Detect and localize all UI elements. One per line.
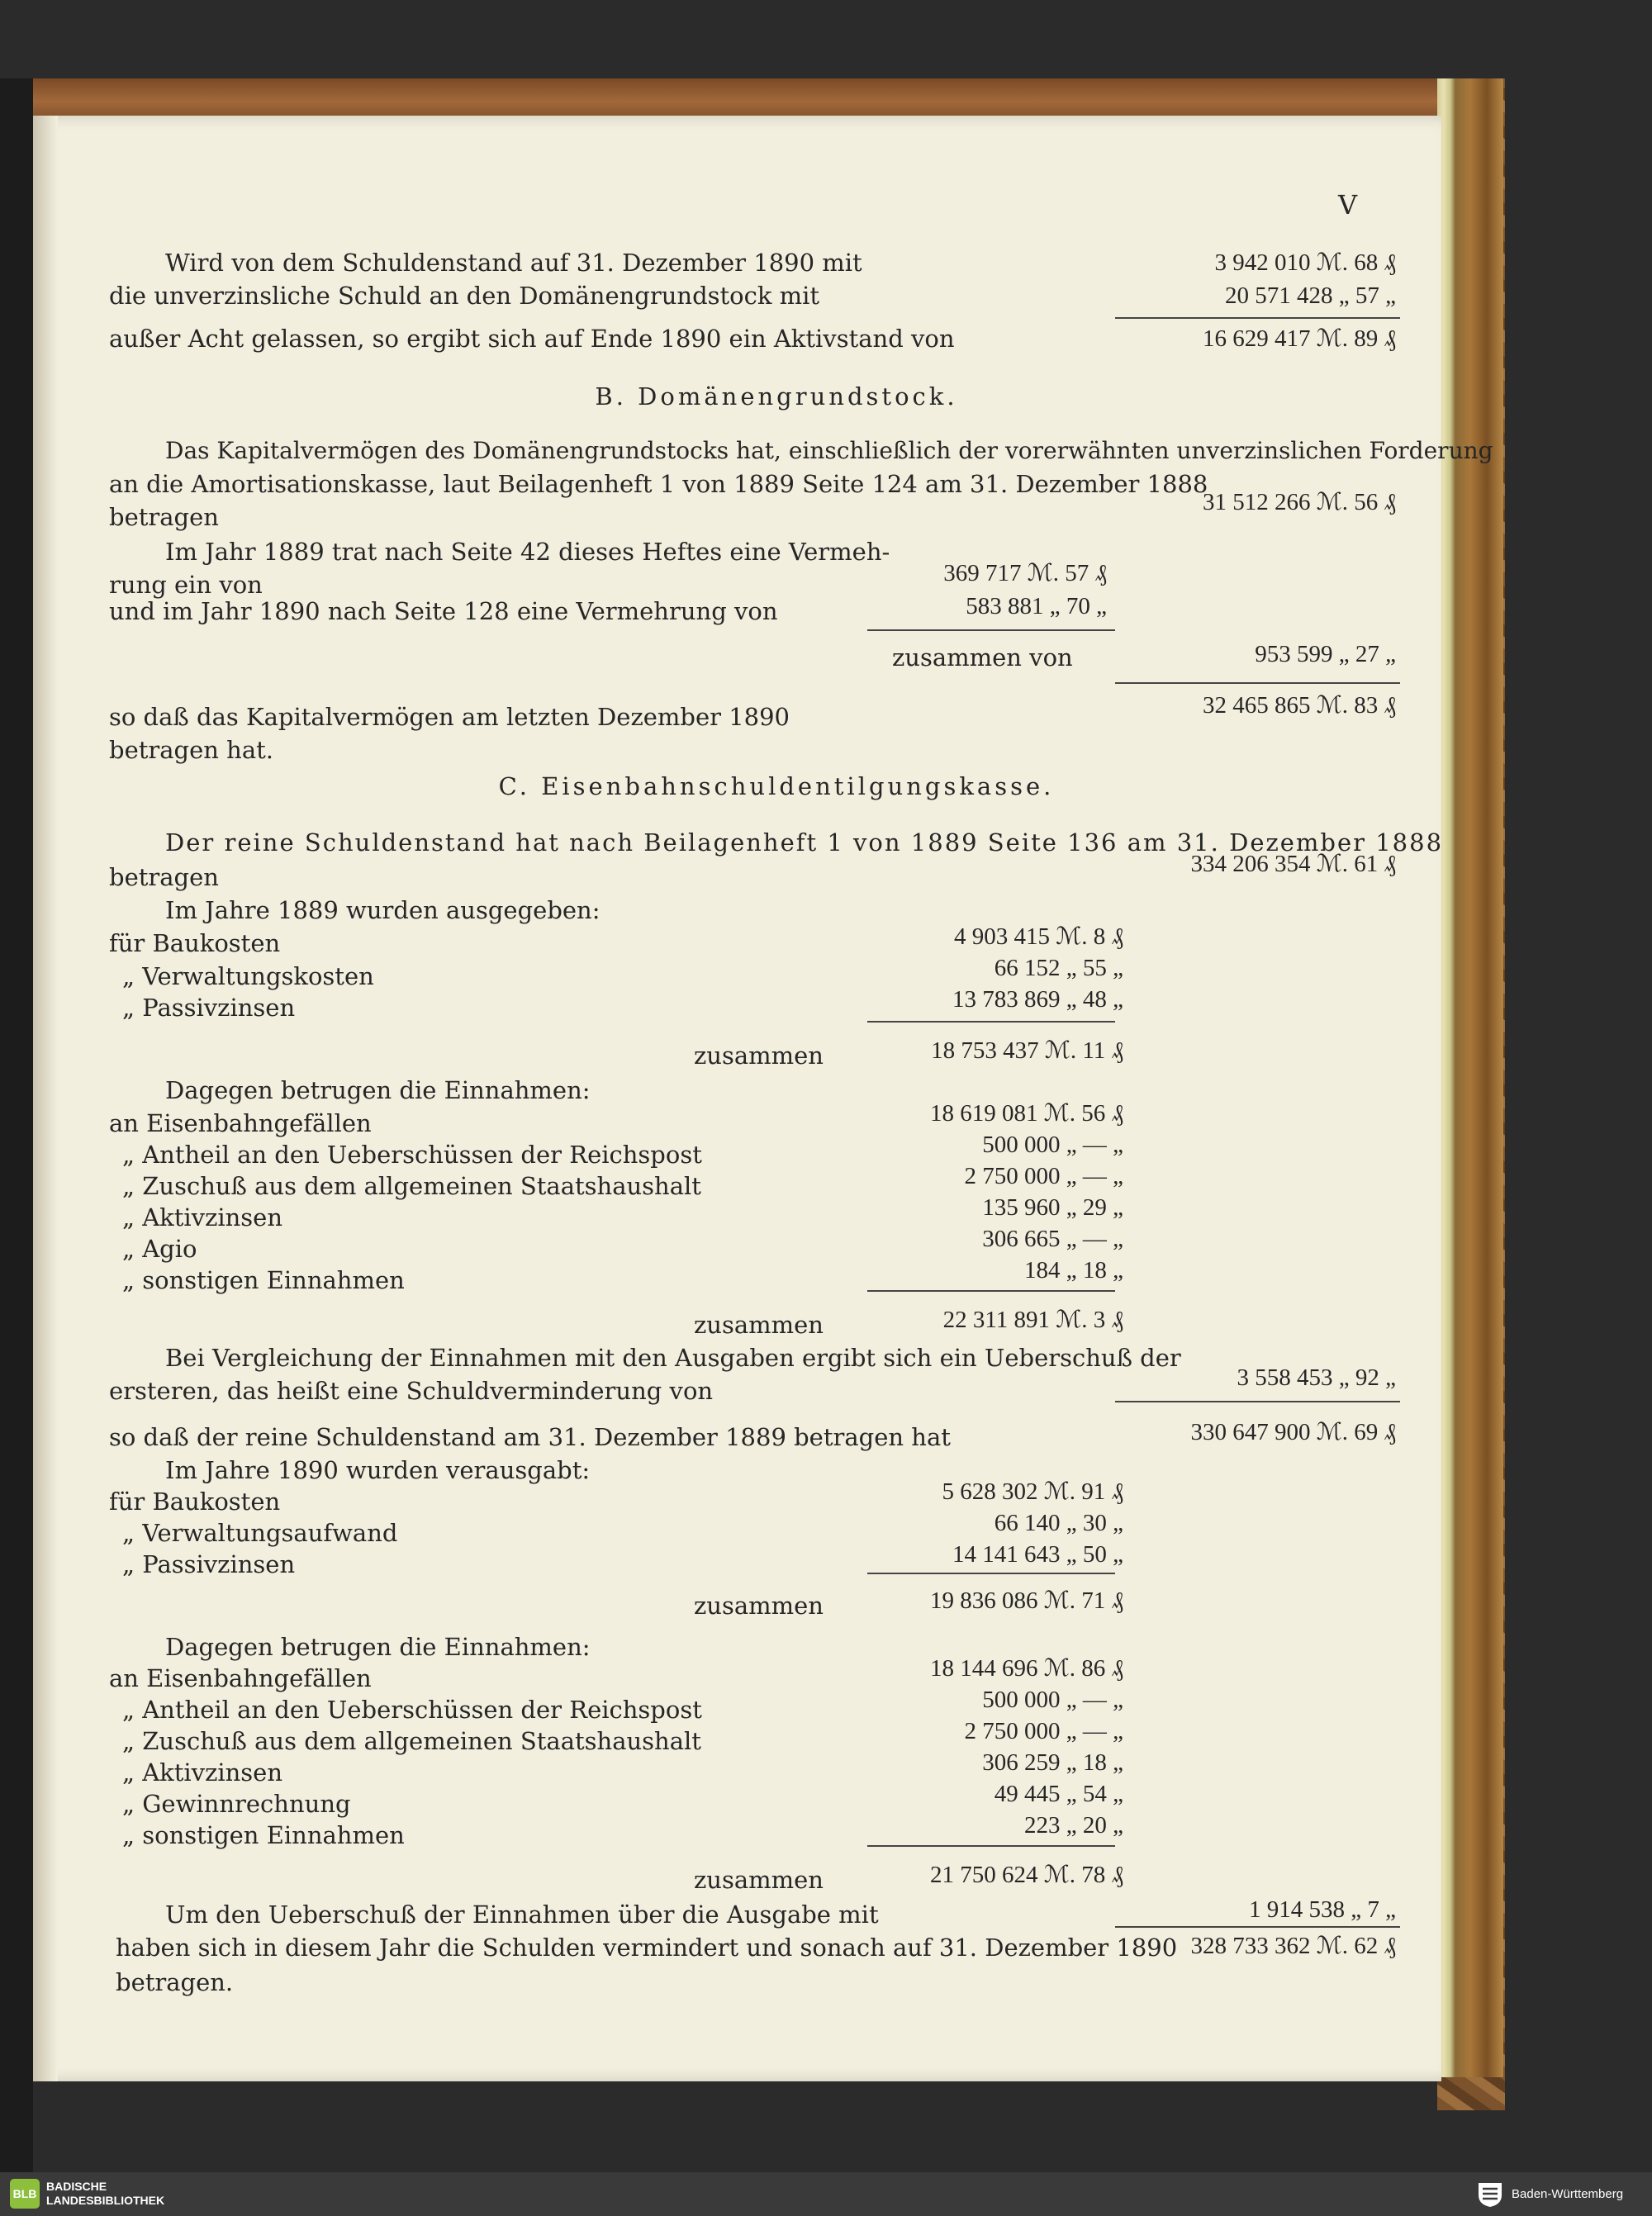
sum-amount: 19 836 086 ℳ. 71 ₰ xyxy=(929,1587,1123,1614)
list-item-amount: 18 144 696 ℳ. 86 ₰ xyxy=(929,1655,1123,1682)
amount: 3 942 010 ℳ. 68 ₰ xyxy=(1214,249,1396,276)
amount: 32 465 865 ℳ. 83 ₰ xyxy=(1202,692,1396,719)
list-item-label: „ Antheil an den Ueberschüssen der Reichspost xyxy=(122,1696,702,1724)
text-line: Dagegen betrugen die Einnahmen: xyxy=(165,1633,591,1661)
list-item-amount: 14 141 643 „ 50 „ xyxy=(952,1541,1123,1568)
text-line: und im Jahr 1890 nach Seite 128 eine Vermehrung von xyxy=(109,597,778,625)
text-line: Das Kapitalvermögen des Domänengrundstocks hat, einschließlich der vorerwähnten unverzinslichen Forderung xyxy=(165,437,1493,464)
section-heading: B. Domänengrundstock. xyxy=(595,382,958,410)
state-name: Baden-Württemberg xyxy=(1512,2187,1624,2201)
list-item-amount: 66 152 „ 55 „ xyxy=(994,955,1123,981)
sum-label: zusammen xyxy=(694,1866,824,1894)
amount: 369 717 ℳ. 57 ₰ xyxy=(943,560,1107,586)
list-item-label: „ Agio xyxy=(122,1235,197,1263)
text-line: Im Jahr 1889 trat nach Seite 42 dieses Heftes eine Vermeh- xyxy=(165,538,890,566)
sum-amount: 22 311 891 ℳ. 3 ₰ xyxy=(942,1307,1123,1333)
text-line: Dagegen betrugen die Einnahmen: xyxy=(165,1076,591,1104)
amount: 583 881 „ 70 „ xyxy=(966,593,1107,619)
sum-rule xyxy=(1115,682,1400,684)
text-line: an die Amortisationskasse, laut Beilagenheft 1 von 1889 Seite 124 am 31. Dezember 1888 xyxy=(109,470,1208,498)
sum-label: zusammen xyxy=(694,1311,824,1339)
text-line: betragen. xyxy=(116,1968,234,1996)
list-item-label: „ Gewinnrechnung xyxy=(122,1790,351,1818)
list-item-label: „ Passivzinsen xyxy=(122,994,296,1022)
sum-rule xyxy=(1115,1401,1400,1402)
sum-rule xyxy=(867,1573,1115,1574)
amount: 334 206 354 ℳ. 61 ₰ xyxy=(1190,851,1396,877)
list-item-label: „ Zuschuß aus dem allgemeinen Staatshaushalt xyxy=(122,1727,701,1755)
page-number: V xyxy=(1338,189,1358,221)
list-item-label: „ Verwaltungskosten xyxy=(122,962,374,990)
amount: 328 733 362 ℳ. 62 ₰ xyxy=(1190,1933,1396,1959)
text-line: betragen hat. xyxy=(109,736,273,764)
list-item-label: „ Passivzinsen xyxy=(122,1550,296,1578)
library-name-line1: BADISCHE xyxy=(46,2180,107,2193)
amount: 20 571 428 „ 57 „ xyxy=(1225,282,1396,309)
blb-logo: BLB xyxy=(10,2179,40,2209)
text-line: rung ein von xyxy=(109,571,263,599)
amount: 330 647 900 ℳ. 69 ₰ xyxy=(1190,1419,1396,1445)
sum-label: zusammen xyxy=(694,1592,824,1620)
footer-bar xyxy=(0,2172,1652,2216)
sum-rule xyxy=(867,1845,1115,1847)
list-item-label: an Eisenbahngefällen xyxy=(109,1109,372,1137)
amount: 16 629 417 ℳ. 89 ₰ xyxy=(1202,325,1396,352)
text-line: Wird von dem Schuldenstand auf 31. Dezember 1890 mit xyxy=(165,249,862,277)
sum-rule xyxy=(1115,317,1400,319)
list-item-label: für Baukosten xyxy=(109,1488,281,1516)
amount: 953 599 „ 27 „ xyxy=(1255,641,1396,667)
sum-label: zusammen xyxy=(694,1042,824,1070)
text-line: Im Jahre 1889 wurden ausgegeben: xyxy=(165,896,601,924)
list-item-label: „ Antheil an den Ueberschüssen der Reichspost xyxy=(122,1141,702,1169)
list-item-amount: 223 „ 20 „ xyxy=(1024,1812,1123,1839)
text-line: Bei Vergleichung der Einnahmen mit den Ausgaben ergibt sich ein Ueberschuß der xyxy=(165,1344,1181,1372)
text-line: so daß der reine Schuldenstand am 31. Dezember 1889 betragen hat xyxy=(109,1423,951,1451)
text-line: Im Jahre 1890 wurden verausgabt: xyxy=(165,1456,591,1484)
sum-amount: 21 750 624 ℳ. 78 ₰ xyxy=(929,1862,1123,1888)
list-item-amount: 306 259 „ 18 „ xyxy=(982,1749,1123,1776)
page-edges xyxy=(1437,78,1503,2077)
sum-rule xyxy=(867,1021,1115,1023)
list-item-label: „ sonstigen Einnahmen xyxy=(122,1821,405,1849)
sum-amount: 18 753 437 ℳ. 11 ₰ xyxy=(931,1037,1123,1064)
sum-rule xyxy=(1115,1926,1400,1928)
text-line: Um den Ueberschuß der Einnahmen über die Ausgabe mit xyxy=(165,1900,879,1929)
list-item-amount: 4 903 415 ℳ. 8 ₰ xyxy=(953,923,1123,950)
list-item-amount: 2 750 000 „ — „ xyxy=(964,1163,1123,1189)
amount: 3 558 453 „ 92 „ xyxy=(1237,1364,1396,1391)
text-line: die unverzinsliche Schuld an den Domänengrundstock mit xyxy=(109,282,820,310)
text-line: betragen xyxy=(109,863,219,891)
sum-rule xyxy=(867,629,1115,631)
list-item-label: „ sonstigen Einnahmen xyxy=(122,1266,405,1294)
amount: 31 512 266 ℳ. 56 ₰ xyxy=(1202,489,1396,515)
document-page xyxy=(33,116,1493,2081)
section-heading: C. Eisenbahnschuldentilgungskasse. xyxy=(498,772,1055,800)
list-item-amount: 184 „ 18 „ xyxy=(1024,1257,1123,1284)
list-item-amount: 306 665 „ — „ xyxy=(982,1226,1123,1252)
list-item-amount: 2 750 000 „ — „ xyxy=(964,1718,1123,1744)
text-line: ersteren, das heißt eine Schuldverminderung von xyxy=(109,1377,714,1405)
page-gutter xyxy=(33,116,58,2081)
amount: 1 914 538 „ 7 „ xyxy=(1249,1896,1396,1923)
sum-label: zusammen von xyxy=(892,643,1073,671)
library-name-line2: LANDESBIBLIOTHEK xyxy=(46,2194,165,2207)
text-line: haben sich in diesem Jahr die Schulden vermindert und sonach auf 31. Dezember 1890 xyxy=(116,1934,1178,1962)
list-item-amount: 500 000 „ — „ xyxy=(982,1132,1123,1158)
list-item-label: für Baukosten xyxy=(109,929,281,957)
coat-of-arms-icon xyxy=(1476,2180,1504,2209)
list-item-label: „ Verwaltungsaufwand xyxy=(122,1519,398,1547)
list-item-amount: 5 628 302 ℳ. 91 ₰ xyxy=(942,1478,1123,1505)
list-item-amount: 500 000 „ — „ xyxy=(982,1687,1123,1713)
text-line: betragen xyxy=(109,503,219,531)
book-cover-left xyxy=(0,78,33,2172)
list-item-amount: 49 445 „ 54 „ xyxy=(994,1781,1123,1807)
list-item-amount: 66 140 „ 30 „ xyxy=(994,1510,1123,1536)
list-item-label: „ Aktivzinsen xyxy=(122,1758,283,1787)
sum-rule xyxy=(867,1290,1115,1292)
text-line: so daß das Kapitalvermögen am letzten Dezember 1890 xyxy=(109,703,790,731)
list-item-amount: 18 619 081 ℳ. 56 ₰ xyxy=(929,1100,1123,1127)
list-item-label: „ Aktivzinsen xyxy=(122,1203,283,1231)
list-item-amount: 13 783 869 „ 48 „ xyxy=(952,986,1123,1013)
text-line: Der reine Schuldenstand hat nach Beilagenheft 1 von 1889 Seite 136 am 31. Dezember 1888 xyxy=(165,828,1444,857)
list-item-amount: 135 960 „ 29 „ xyxy=(982,1194,1123,1221)
text-line: außer Acht gelassen, so ergibt sich auf Ende 1890 ein Aktivstand von xyxy=(109,325,955,353)
list-item-label: an Eisenbahngefällen xyxy=(109,1664,372,1692)
list-item-label: „ Zuschuß aus dem allgemeinen Staatshaushalt xyxy=(122,1172,701,1200)
